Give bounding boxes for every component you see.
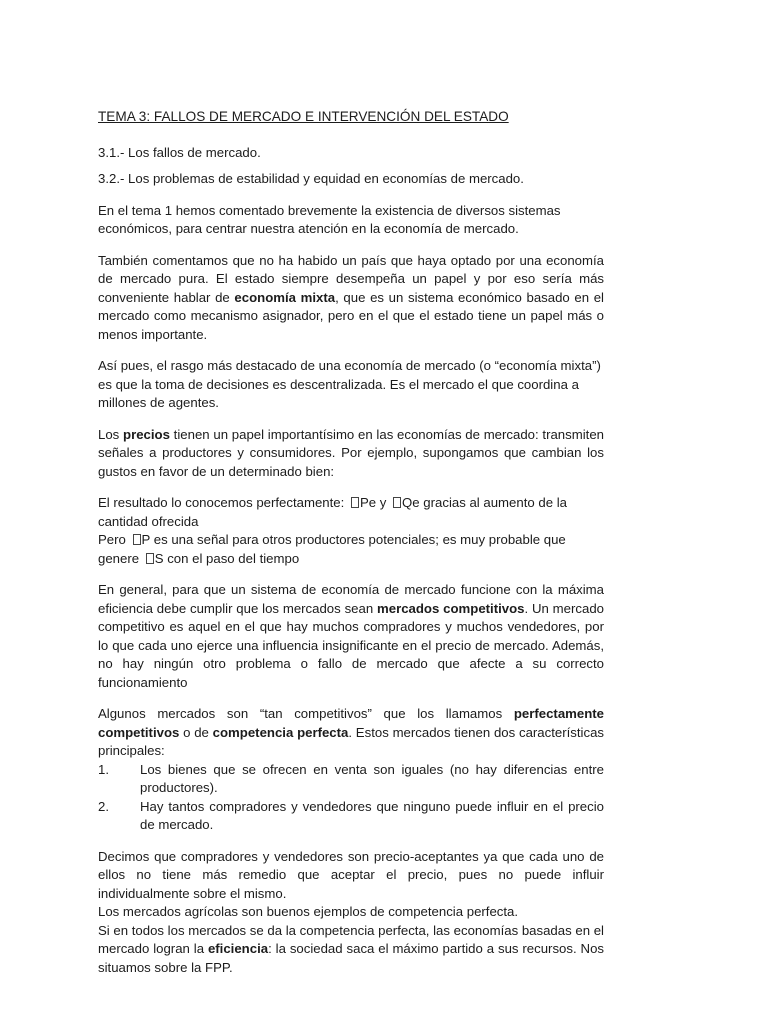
text: P es una señal para otros productores potenciales; es muy probable que — [141, 532, 566, 547]
missing-glyph-icon — [351, 497, 359, 508]
missing-glyph-icon — [133, 534, 141, 545]
text: : la sociedad saca el máximo partido a sus recursos. Nos situamos sobre la FPP. — [98, 941, 604, 975]
section-heading-1: 3.1.- Los fallos de mercado. — [98, 144, 261, 160]
result-line-4 — [98, 550, 604, 569]
paragraph-result — [98, 494, 604, 568]
bold-term: eficiencia — [207, 941, 269, 956]
text: . Un mercado competitivo es aquel en el que hay muchos compradores y muchos vendedores, por lo que cada uno ejerce una influencia insignificante en el precio de mercado. Además, no hay ningún otro problema o fallo de mercado que afecte a su correcto funcionamiento — [98, 600, 604, 690]
paragraph-competitive-markets — [98, 581, 604, 692]
paragraph-efficiency — [98, 922, 604, 978]
paragraph-perfect-competition — [98, 705, 604, 761]
text: tienen un papel importantísimo en las economías de mercado: transmiten señales a productores y consumidores. Por ejemplo, supongamos que cambian los gustos en favor de un determinado bien: — [98, 426, 604, 479]
text: Pero — [98, 532, 130, 547]
section-heading-2: 3.2.- Los problemas de estabilidad y equidad en economías de mercado. — [98, 171, 524, 186]
missing-glyph-icon — [146, 553, 154, 564]
text: o de — [179, 724, 213, 740]
result-line-1 — [98, 494, 604, 513]
text: cantidad ofrecida — [98, 513, 199, 529]
characteristics-list — [98, 761, 604, 835]
list-text: Los bienes que se ofrecen en venta son iguales (no hay diferencias entre productores). — [140, 761, 604, 795]
text: Pe y — [359, 495, 391, 510]
text: , que es un sistema económico basado en el mercado como mecanismo asignador, pero en el que el estado tiene un papel más o menos importante. — [98, 289, 604, 342]
list-item — [98, 798, 604, 835]
text: Qe gracias al aumento de la — [402, 495, 567, 510]
document-page — [98, 108, 604, 977]
text: S con el paso del tiempo — [154, 550, 300, 566]
bold-term: precios — [123, 426, 170, 442]
paragraph-intro: En el tema 1 hemos comentado brevemente la existencia de diversos sistemas económicos, para centrar nuestra atención en la economía de mercado. — [98, 202, 561, 236]
missing-glyph-icon — [393, 497, 401, 508]
text: genere — [98, 550, 143, 566]
paragraph-prices — [98, 426, 604, 482]
text: Si en todos los mercados se da la competencia perfecta, las economías basadas en el mercado logran la — [98, 922, 604, 956]
text: El resultado lo conocemos perfectamente: — [98, 495, 348, 510]
text: También comentamos que no ha habido un país que haya optado por una economía de mercado pura. El estado siempre desempeña un papel y por eso sería más conveniente hablar de — [98, 252, 604, 305]
paragraph-agricultural: Los mercados agrícolas son buenos ejemplos de competencia perfecta. — [98, 904, 519, 919]
bold-term: competencia perfecta — [212, 724, 349, 740]
paragraph-mixed-economy — [98, 252, 604, 345]
list-number: 2. — [98, 798, 109, 814]
result-line-2 — [98, 513, 604, 532]
list-text: Hay tantos compradores y vendedores que ninguno puede influir en el precio de mercado. — [140, 798, 604, 832]
list-item — [98, 761, 604, 798]
paragraph-decentralized: Así pues, el rasgo más destacado de una economía de mercado (o “economía mixta”) es que la toma de decisiones es descentralizada. Es el mercado el que coordina a millones de agentes. — [98, 358, 601, 410]
text: Algunos mercados son “tan competitivos” que los llamamos — [98, 706, 514, 721]
text: . Estos mercados tienen dos características principales: — [98, 724, 604, 758]
result-line-3 — [98, 531, 604, 550]
text: En general, para que un sistema de economía de mercado funcione con la máxima eficiencia debe cumplir que los mercados sean — [98, 582, 604, 616]
bold-term: economía mixta — [234, 289, 336, 305]
bold-term: perfectamente competitivos — [98, 706, 604, 740]
list-number: 1. — [98, 761, 109, 777]
document-title: TEMA 3: FALLOS DE MERCADO E INTERVENCIÓN DEL ESTADO — [98, 109, 509, 124]
paragraph-price-takers: Decimos que compradores y vendedores son precio-aceptantes ya que cada uno de ellos no tiene más remedio que aceptar el precio, pues no puede influir individualmente sobre el mismo. — [98, 848, 604, 901]
text: Los — [98, 426, 124, 442]
bold-term: mercados competitivos — [377, 600, 525, 616]
